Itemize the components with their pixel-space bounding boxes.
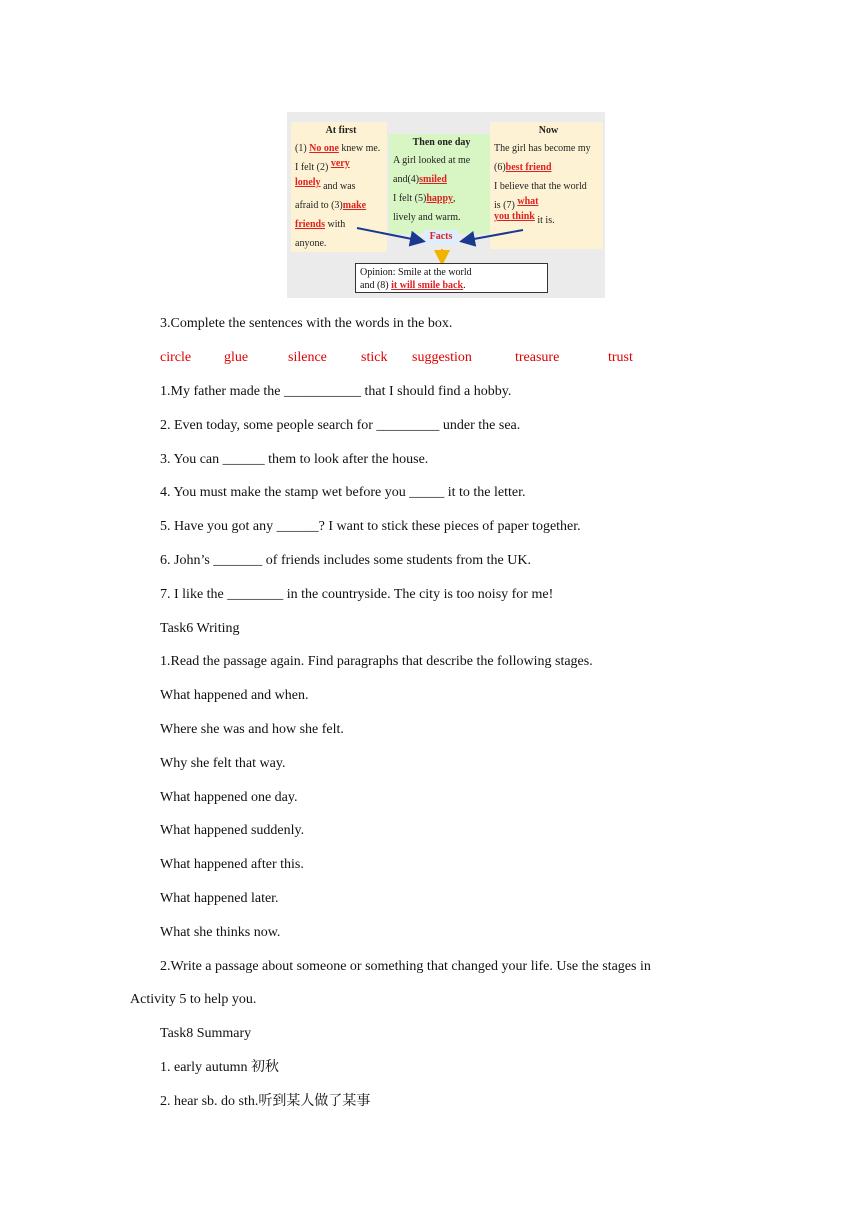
text: is (7) [494,200,518,211]
stage-3: Why she felt that way. [160,756,286,771]
answer-7: what [517,196,539,207]
text: and (8) [360,280,392,291]
text: Opinion: Smile at the world [360,267,472,278]
sentence-1: 1.My father made the ___________ that I should find a hobby. [160,384,512,399]
answer-3: make [342,200,367,211]
text: knew me. [338,143,381,154]
arrow-left [357,228,422,241]
task6-q2-line2: Activity 5 to help you. [130,992,257,1007]
stage-8: What she thinks now. [160,925,281,940]
text: The girl has become my [494,143,591,154]
answer-2b: lonely [295,177,321,188]
answer-6: best friend [505,162,552,173]
word-glue: glue [224,350,249,365]
word-suggestion: suggestion [412,350,472,365]
summary-item-2: 2. hear sb. do sth.听到某人做了某事 [160,1094,371,1109]
text: and was [320,181,356,192]
text: I felt (2) [295,162,331,173]
answer-7b: you think [494,211,535,222]
stage-4: What happened one day. [160,790,298,805]
text: I felt (5) [393,193,427,204]
text: A girl looked at me [393,155,471,166]
now-title: Now [538,125,559,136]
text: anyone. [295,238,327,249]
text: it is. [534,215,555,226]
stage-7: What happened later. [160,891,279,906]
sentence-6: 6. John’s _______ of friends includes some students from the UK. [160,553,531,568]
answer-1: No one [309,143,339,154]
text: and(4) [393,174,420,185]
word-trust: trust [608,350,633,365]
sentence-2: 2. Even today, some people search for _________ under the sea. [160,418,521,433]
text: with [325,219,346,230]
answer-4: smiled [419,174,447,185]
sentence-3: 3. You can ______ them to look after the house. [160,452,429,467]
summary-item-1: 1. early autumn 初秋 [160,1060,279,1075]
word-silence: silence [288,350,327,365]
at-first-title: At first [325,125,357,136]
stage-6: What happened after this. [160,857,304,872]
answer-3b: friends [295,219,325,230]
facts-label: Facts [424,230,458,244]
text: (1) [295,143,310,154]
task3-instruction: 3.Complete the sentences with the words in the box. [160,316,453,331]
task8-heading: Task8 Summary [160,1026,252,1041]
text: I believe that the world [494,181,587,192]
word-treasure: treasure [515,350,560,365]
answer-5: happy [426,193,454,204]
stage-1: What happened and when. [160,688,309,703]
task6-q2-line1: 2.Write a passage about someone or something that changed your life. Use the stages in [160,959,651,974]
task6-heading: Task6 Writing [160,621,240,636]
sentence-7: 7. I like the ________ in the countryside. The city is too noisy for me! [160,587,554,602]
sentence-4: 4. You must make the stamp wet before you _____ it to the letter. [160,485,526,500]
answer-8: it will smile back [391,280,464,291]
text: . [463,280,466,291]
text: , [453,193,456,204]
text: lively and warm. [393,212,461,223]
stage-2: Where she was and how she felt. [160,722,344,737]
text: (6) [494,162,506,173]
word-circle: circle [160,350,192,365]
task6-q1: 1.Read the passage again. Find paragraphs that describe the following stages. [160,654,593,669]
answer-2: very [330,158,350,169]
story-diagram [287,112,605,298]
sentence-5: 5. Have you got any ______? I want to stick these pieces of paper together. [160,519,581,534]
stage-5: What happened suddenly. [160,823,305,838]
arrow-right [463,230,523,241]
word-stick: stick [361,350,388,365]
text: afraid to (3) [295,200,343,211]
opinion-box [355,263,548,293]
then-one-day-title: Then one day [412,137,471,148]
